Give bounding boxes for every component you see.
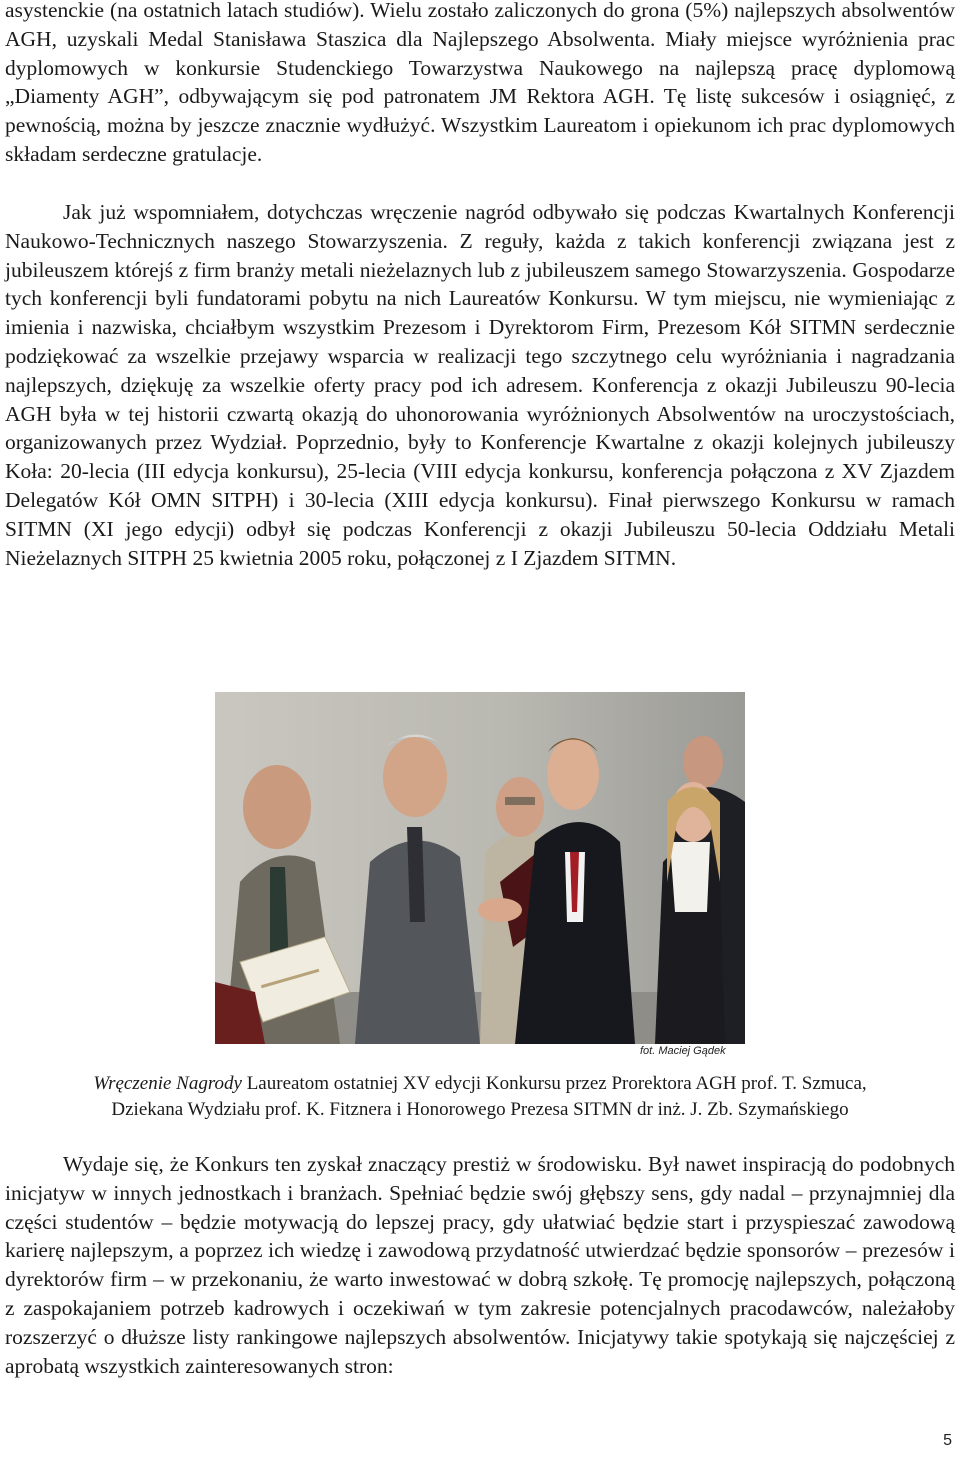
award-ceremony-photo [215,692,745,1044]
paragraph-2: Jak już wspomniałem, dotychczas wręczenie nagród odbywało się podczas Kwartalnych Konferencji Naukowo-Technicznych naszego Stowarzyszenia. Z reguły, każda z takich konferencji związana jest z jubileuszem którejś z firm branży metali nieżelaznych lub z jubileuszem samego Stowarzyszenia. Gospodarze tych konferencji byli fundatorami pobytu na nich Laureatów Konkursu. W tym miejscu, nie wymieniając z imienia i nazwiska, chciałbym wszystkim Prezesom i Dyrektorom Firm, Prezesom Kół SITMN serdecznie podziękować za wszelkie przejawy wsparcia w realizacji tego szczytnego celu wyróżniania i nagradzania najlepszych, dziękuję za wszelkie oferty pracy pod ich adresem. Konferencja z okazji Jubileuszu 90-lecia AGH była w tej historii czwartą okazją do uhonorowania wyróżnionych Absolwentów na uroczystościach, organizowanych przez Wydział. Poprzednio, były to Konferencje Kwartalne z okazji kolejnych jubileuszy Koła: 20-lecia (III edycja konkursu), 25-lecia (VIII edycja konkursu, konferencja połączona z XV Zjazdem Delegatów Kół OMN SITPH) i 30-lecia (XIII edycja konkursu). Finał pierwszego Konkursu w ramach SITMN (XI jego edycji) odbył się podczas Konferencji z okazji Jubileuszu 50-lecia Oddziału Metali Nieżelaznych SITPH 25 kwietnia 2005 roku, połączonej z I Zjazdem SITMN. [5,200,955,570]
paragraph-1: asystenckie (na ostatnich latach studiów). Wielu zostało zaliczonych do grona (5%) najlepszych absolwentów AGH, uzyskali Medal Stanisława Staszica dla Najlepszego Absolwenta. Miały miejsce wyróżnienia prac dyplomowych w konkursie Studenckiego Towarzystwa Naukowego na najlepszą pracę dyplomową „Diamenty AGH”, odbywającym się pod patronatem JM Rektora AGH. Tę listę sukcesów i osiągnięć, z pewnością, można by jeszcze znacznie wydłużyć. Wszystkim Laureatom i opiekunom ich prac dyplomowych składam serdeczne gratulacje. [5,0,955,166]
paragraph-3: Wydaje się, że Konkurs ten zyskał znaczący prestiż w środowisku. Był nawet inspiracją do podobnych inicjatyw w innych jednostkach i branżach. Spełniać będzie swój głębszy sens, gdy nadal – przynajmniej dla części studentów – będzie motywacją do lepszej pracy, gdy ułatwiać będzie start i przyspieszać zawodową karierę najlepszym, a poprzez ich wiedzę i zawodową przydatność utwierdzać będzie sponsorów – prezesów i dyrektorów firm – w przekonaniu, że warto inwestować w dobrą szkołę. Tę promocję najlepszych, połączoną z zaspokajaniem potrzeb kadrowych i oczekiwań w tym zakresie potencjalnych pracodawców, należałoby rozszerzyć o dłuższe listy rankingowe najlepszych absolwentów. Inicjatywy takie spotykają się najczęściej z aprobatą wszystkich zainteresowanych stron: [5,1152,955,1378]
photo-caption-line-2: Dziekana Wydziału prof. K. Fitznera i Honorowego Prezesa SITMN dr inż. J. Zb. Szymańskiego [111,1099,849,1120]
caption-regular-text: Laureatom ostatniej XV edycji Konkursu przez Prorektora AGH prof. T. Szmuca, [241,1073,867,1094]
page-number: 5 [943,1432,952,1449]
photo-caption-line-1 [5,1071,955,1096]
photo-credit: fot. Maciej Gądek [640,1045,726,1057]
caption-italic-lead: Wręczenie Nagrody [93,1073,242,1094]
